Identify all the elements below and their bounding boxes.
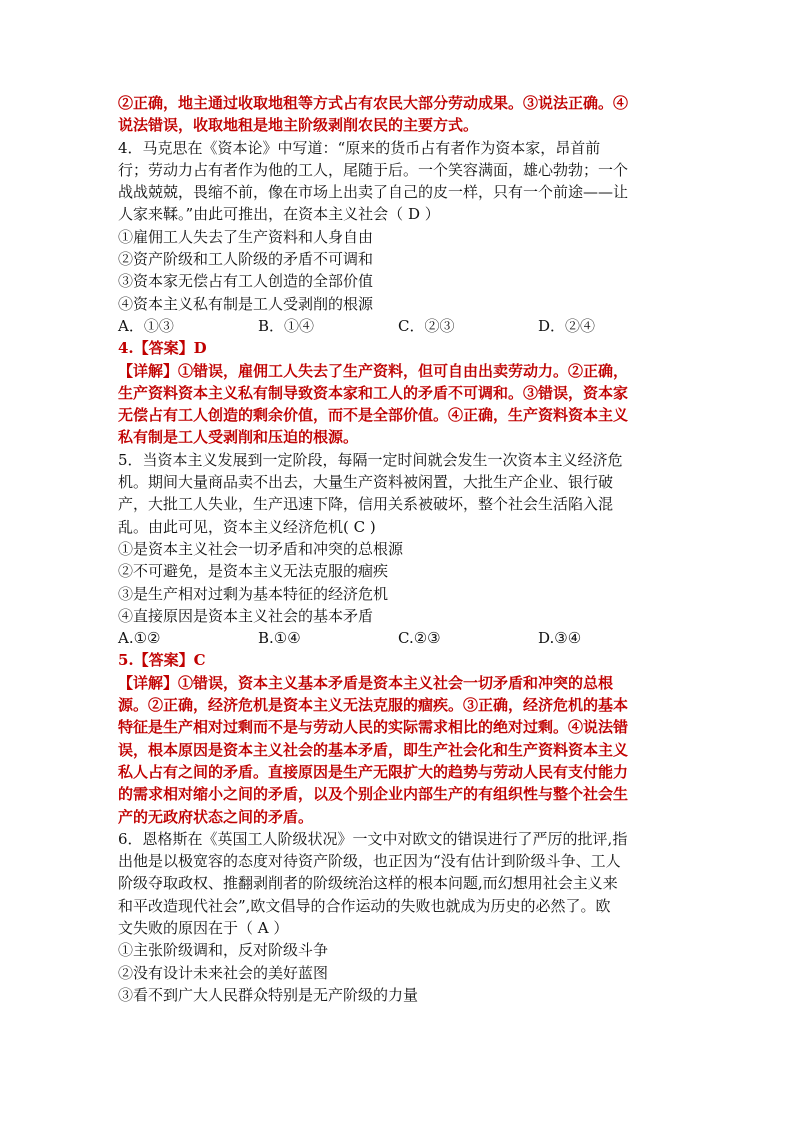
option-b: B.①④ xyxy=(258,629,301,648)
choice-statement: ①是资本主义社会一切矛盾和冲突的总根源 xyxy=(118,539,404,558)
explanation-line: 无偿占有工人创造的剩余价值，而不是全部价值。④正确，生产资料资本主义 xyxy=(118,406,629,425)
question-line: 5．当资本主义发展到一定阶段，每隔一定时间就会发生一次资本主义经济危 xyxy=(118,450,623,469)
choice-statement: ③是生产相对过剩为基本特征的经济危机 xyxy=(118,584,389,603)
choice-statement: ①雇佣工人失去了生产资料和人身自由 xyxy=(118,227,374,246)
question-5 xyxy=(118,449,678,650)
option-d: D．②④ xyxy=(538,316,596,335)
question-line: 机。期间大量商品卖不出去，大量生产资料被闲置，大批生产企业、银行破 xyxy=(118,473,614,492)
choice-statement: ①主张阶级调和，反对阶级斗争 xyxy=(118,941,329,960)
choice-statement: ②没有设计未来社会的美好蓝图 xyxy=(118,963,329,982)
answer-block xyxy=(118,649,678,827)
question-line: 人家来鞣。”由此可推出，在资本主义社会（ D ） xyxy=(118,205,440,224)
explanation-line: 误，根本原因是资本主义社会的基本矛盾，即生产社会化和生产资料资本主义 xyxy=(118,740,629,759)
answer-options xyxy=(118,627,678,649)
explanation-line: 私人占有之间的矛盾。直接原因是生产无限扩大的趋势与劳动人民有支付能力 xyxy=(118,762,629,781)
option-c: C．②③ xyxy=(398,316,455,335)
choice-statement: ④直接原因是资本主义社会的基本矛盾 xyxy=(118,606,374,625)
answer-block xyxy=(118,337,678,448)
question-line: 产，大批工人失业，生产迅速下降，信用关系被破坏，整个社会生活陷入混 xyxy=(118,495,614,514)
choice-statement: ④资本主义私有制是工人受剥削的根源 xyxy=(118,294,374,313)
answer-line: ②正确，地主通过收取地租等方式占有农民大部分劳动成果。③说法正确。④ xyxy=(118,94,629,112)
explanation-line: 产的无政府状态之间的矛盾。 xyxy=(118,807,314,826)
question-4 xyxy=(118,137,678,338)
question-line: 6．恩格斯在《英国工人阶级状况》一文中对欧文的错误进行了严厉的批评,指 xyxy=(118,829,628,848)
question-line: 和平改造现代社会”,欧文倡导的合作运动的失败也就成为历史的必然了。欧 xyxy=(118,896,611,915)
answer-key: 5.【答案】C xyxy=(118,651,206,670)
question-line: 乱。由此可见，资本主义经济危机( C ) xyxy=(118,517,376,536)
choice-statement: ③资本家无偿占有工人创造的全部价值 xyxy=(118,272,374,291)
question-line: 文失败的原因在于（ A ） xyxy=(118,918,289,937)
question-6 xyxy=(118,828,678,1006)
question-line: 战战兢兢，畏缩不前，像在市场上出卖了自己的皮一样，只有一个前途——让 xyxy=(118,183,629,202)
explanation-line: 源。②正确，经济危机是资本主义无法克服的痼疾。③正确，经济危机的基本 xyxy=(118,696,629,715)
explanation-line: 的需求相对缩小之间的矛盾，以及个别企业内部生产的有组织性与整个社会生 xyxy=(118,785,629,804)
answer-key: 4.【答案】D xyxy=(118,339,207,358)
question-line: 4．马克思在《资本论》中写道：“原来的货币占有者作为资本家，昂首前 xyxy=(118,138,601,157)
explanation-line: 【详解】①错误，雇佣工人失去了生产资料，但可自由出卖劳动力。②正确， xyxy=(118,361,629,380)
explanation-line: 生产资料资本主义私有制导致资本家和工人的矛盾不可调和。③错误，资本家 xyxy=(118,383,629,402)
choice-statement: ②不可避免，是资本主义无法克服的痼疾 xyxy=(118,562,389,581)
option-a: A．①③ xyxy=(118,316,174,335)
option-b: B．①④ xyxy=(258,316,315,335)
explanation-line: 私有制是工人受剥削和压迫的根源。 xyxy=(118,428,359,447)
explanation-line: 特征是生产相对过剩而不是与劳动人民的实际需求相比的绝对过剩。④说法错 xyxy=(118,718,629,737)
answer-block xyxy=(118,92,678,137)
document-page xyxy=(118,92,678,1006)
answer-options xyxy=(118,315,678,337)
question-line: 出他是以极宽容的态度对待资产阶级，也正因为“没有估计到阶级斗争、工人 xyxy=(118,852,621,871)
question-line: 行；劳动力占有者作为他的工人，尾随于后。一个笑容满面，雄心勃勃；一个 xyxy=(118,160,629,179)
option-d: D.③④ xyxy=(538,629,582,648)
option-c: C.②③ xyxy=(398,629,441,648)
choice-statement: ②资产阶级和工人阶级的矛盾不可调和 xyxy=(118,250,374,269)
answer-line: 说法错误，收取地租是地主阶级剥削农民的主要方式。 xyxy=(118,116,479,135)
question-line: 阶级夺取政权、推翻剥削者的阶级统治这样的根本问题,而幻想用社会主义来 xyxy=(118,874,618,893)
option-a: A.①② xyxy=(118,629,161,648)
choice-statement: ③看不到广大人民群众特别是无产阶级的力量 xyxy=(118,985,419,1004)
explanation-line: 【详解】①错误，资本主义基本矛盾是资本主义社会一切矛盾和冲突的总根 xyxy=(118,673,614,692)
